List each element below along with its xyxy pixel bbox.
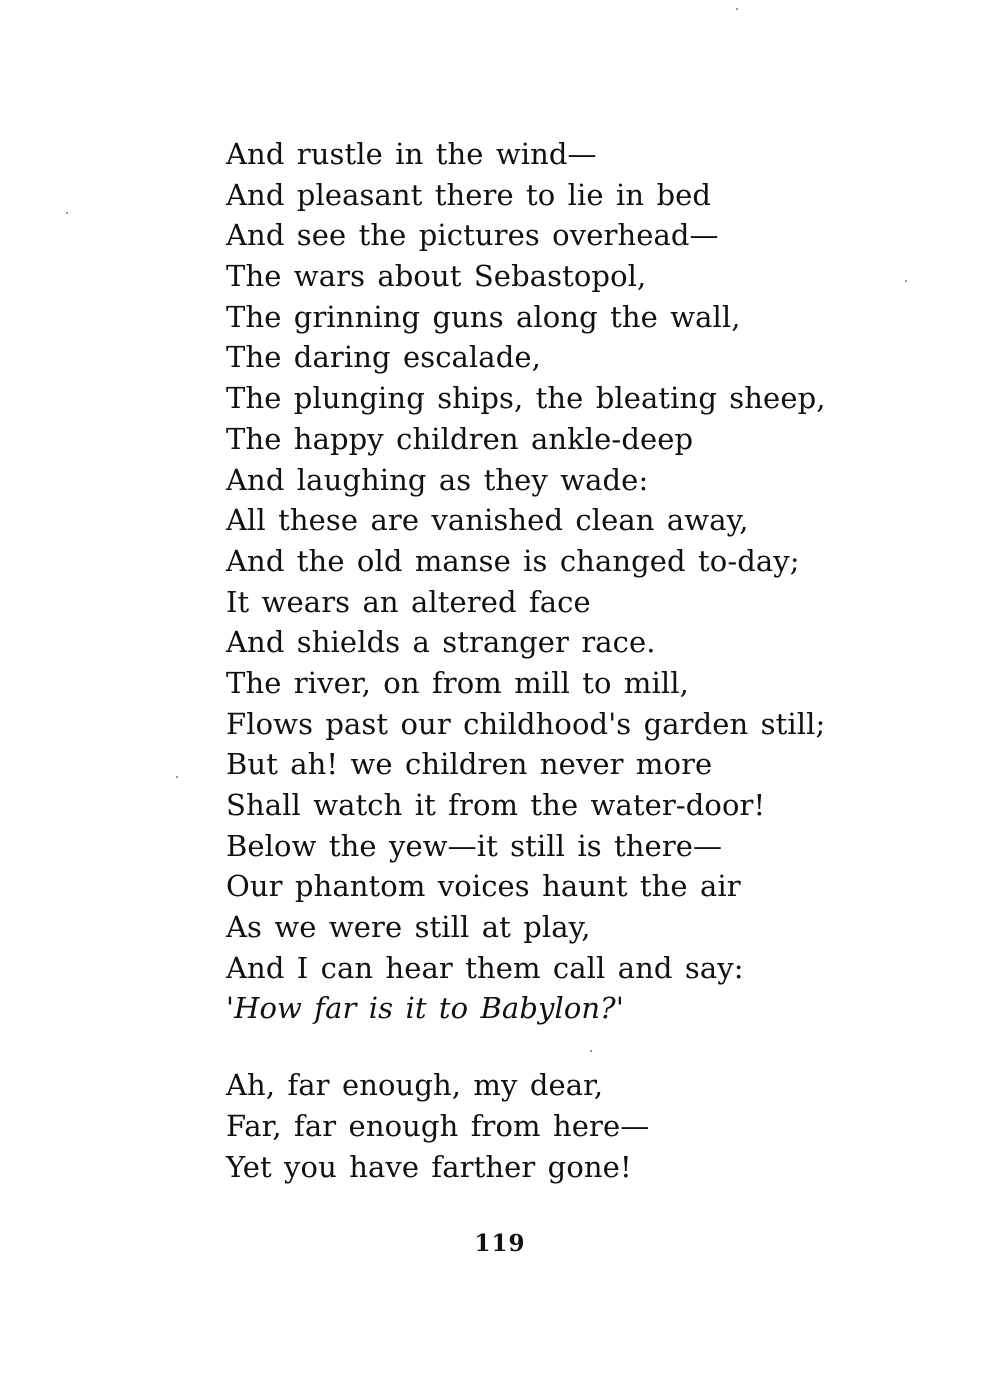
poem-line-italic: 'How far is it to Babylon?': [226, 991, 624, 1026]
poem-line: Ah, far enough, my dear,: [226, 1068, 604, 1103]
scan-speck: [66, 212, 68, 214]
poem-line: The daring escalade,: [226, 340, 541, 375]
poem-line: And I can hear them call and say:: [226, 950, 744, 985]
poem-line: All these are vanished clean away,: [226, 503, 749, 538]
scan-speck: [176, 776, 178, 778]
scan-speck: [905, 280, 907, 282]
poem-line: Below the yew—it still is there—: [226, 828, 723, 863]
poem-line: The river, on from mill to mill,: [226, 665, 689, 700]
poem-line: Our phantom voices haunt the air: [226, 869, 741, 904]
poem: [226, 134, 846, 1187]
poem-line: Yet you have farther gone!: [226, 1149, 632, 1184]
poem-line: Shall watch it from the water-door!: [226, 788, 766, 822]
poem-stanza-2: [226, 1065, 846, 1187]
scan-speck: [736, 8, 738, 10]
poem-line: And rustle in the wind—: [226, 137, 597, 171]
scan-speck: [590, 1050, 592, 1052]
poem-line: And laughing as they wade:: [226, 462, 649, 497]
poem-line: But ah! we children never more: [226, 747, 713, 782]
poem-line: The plunging ships, the bleating sheep,: [226, 381, 826, 416]
poem-line: The happy children ankle-deep: [226, 421, 694, 456]
poem-line: And pleasant there to lie in bed: [226, 177, 712, 212]
poem-line: And see the pictures overhead—: [226, 218, 719, 253]
stanza-divider: [226, 1029, 846, 1065]
poem-stanza-1: [226, 134, 846, 1029]
poem-line: Flows past our childhood's garden still;: [226, 706, 826, 741]
poem-line: As we were still at play,: [226, 910, 591, 945]
poem-line: Far, far enough from here—: [226, 1108, 650, 1143]
poem-line: And the old manse is changed to-day;: [226, 543, 800, 578]
poem-line: The wars about Sebastopol,: [226, 259, 647, 294]
poem-line: It wears an altered face: [226, 584, 591, 619]
poem-line: And shields a stranger race.: [226, 625, 656, 660]
page-number: 119: [474, 1230, 526, 1257]
poem-line: The grinning guns along the wall,: [226, 299, 741, 334]
